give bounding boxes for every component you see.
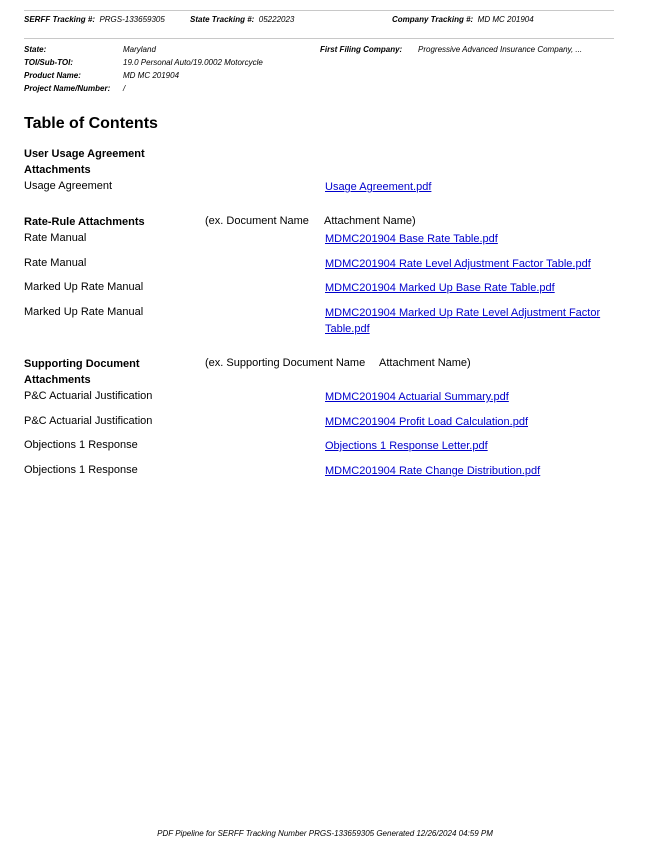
usage-attachment-link[interactable]: Usage Agreement.pdf <box>325 181 432 193</box>
first-filing-label: First Filing Company: <box>320 45 403 54</box>
state-tracking-label: State Tracking #: <box>190 15 255 24</box>
supporting-attachment-link[interactable]: Objections 1 Response Letter.pdf <box>325 440 488 452</box>
header-bottom-rule <box>24 38 614 39</box>
serff-tracking-label: SERFF Tracking #: <box>24 15 95 24</box>
product-label: Product Name: <box>24 71 81 80</box>
toi-label: TOI/Sub-TOI: <box>24 58 74 67</box>
rate-rule-heading: Rate-Rule Attachments <box>24 216 145 228</box>
rate-rule-attachment-link[interactable]: MDMC201904 Rate Level Adjustment Factor Table.pdf <box>325 258 591 270</box>
usage-row-label: Usage Agreement <box>24 180 113 192</box>
rate-rule-row-label: Marked Up Rate Manual <box>24 281 144 293</box>
rate-rule-attachment-link[interactable]: MDMC201904 Marked Up Rate Level Adjustment Factor Table.pdf <box>325 307 601 335</box>
company-tracking-value: MD MC 201904 <box>477 15 534 24</box>
rate-rule-attachment-link[interactable]: MDMC201904 Marked Up Base Rate Table.pdf <box>325 282 555 294</box>
supporting-subheading-name: (ex. Supporting Document Name <box>205 357 366 369</box>
rate-rule-subheading-attach: Attachment Name) <box>324 215 416 227</box>
rate-rule-attachment-link[interactable]: MDMC201904 Base Rate Table.pdf <box>325 233 498 245</box>
rate-rule-row-label: Rate Manual <box>24 232 87 244</box>
supporting-row-label: P&C Actuarial Justification <box>24 390 153 402</box>
product-value: MD MC 201904 <box>123 71 180 80</box>
supporting-attachment-link[interactable]: MDMC201904 Profit Load Calculation.pdf <box>325 416 529 428</box>
supporting-row-label: P&C Actuarial Justification <box>24 415 153 427</box>
user-usage-heading: User Usage Agreement Attachments <box>24 148 145 176</box>
rate-rule-subheading-name: (ex. Document Name <box>205 215 309 227</box>
page-title: Table of Contents <box>24 115 158 132</box>
toi-value: 19.0 Personal Auto/19.0002 Motorcycle <box>123 58 263 67</box>
supporting-subheading-attach: Attachment Name) <box>379 357 471 369</box>
rate-rule-row-label: Marked Up Rate Manual <box>24 306 144 318</box>
project-value: / <box>123 84 126 93</box>
supporting-heading: Supporting Document Attachments <box>24 358 140 386</box>
company-tracking-label: Company Tracking #: <box>392 15 474 24</box>
project-label: Project Name/Number: <box>24 84 111 93</box>
supporting-attachment-link[interactable]: MDMC201904 Actuarial Summary.pdf <box>325 391 509 403</box>
state-tracking <box>190 15 294 24</box>
page-footer: PDF Pipeline for SERFF Tracking Number PRGS-133659305 Generated 12/26/2024 04:59 PM <box>157 829 493 838</box>
state-label: State: <box>24 45 47 54</box>
state-tracking-value: 05222023 <box>258 15 295 24</box>
first-filing-value: Progressive Advanced Insurance Company, ... <box>418 45 583 54</box>
supporting-attachment-link[interactable]: MDMC201904 Rate Change Distribution.pdf <box>325 465 541 477</box>
supporting-row-label: Objections 1 Response <box>24 439 138 451</box>
rate-rule-row-label: Rate Manual <box>24 257 87 269</box>
header-top-rule <box>24 10 614 11</box>
state-value: Maryland <box>123 45 156 54</box>
company-tracking <box>392 15 534 24</box>
serff-tracking <box>24 15 165 24</box>
supporting-row-label: Objections 1 Response <box>24 464 138 476</box>
serff-tracking-value: PRGS-133659305 <box>99 15 165 24</box>
